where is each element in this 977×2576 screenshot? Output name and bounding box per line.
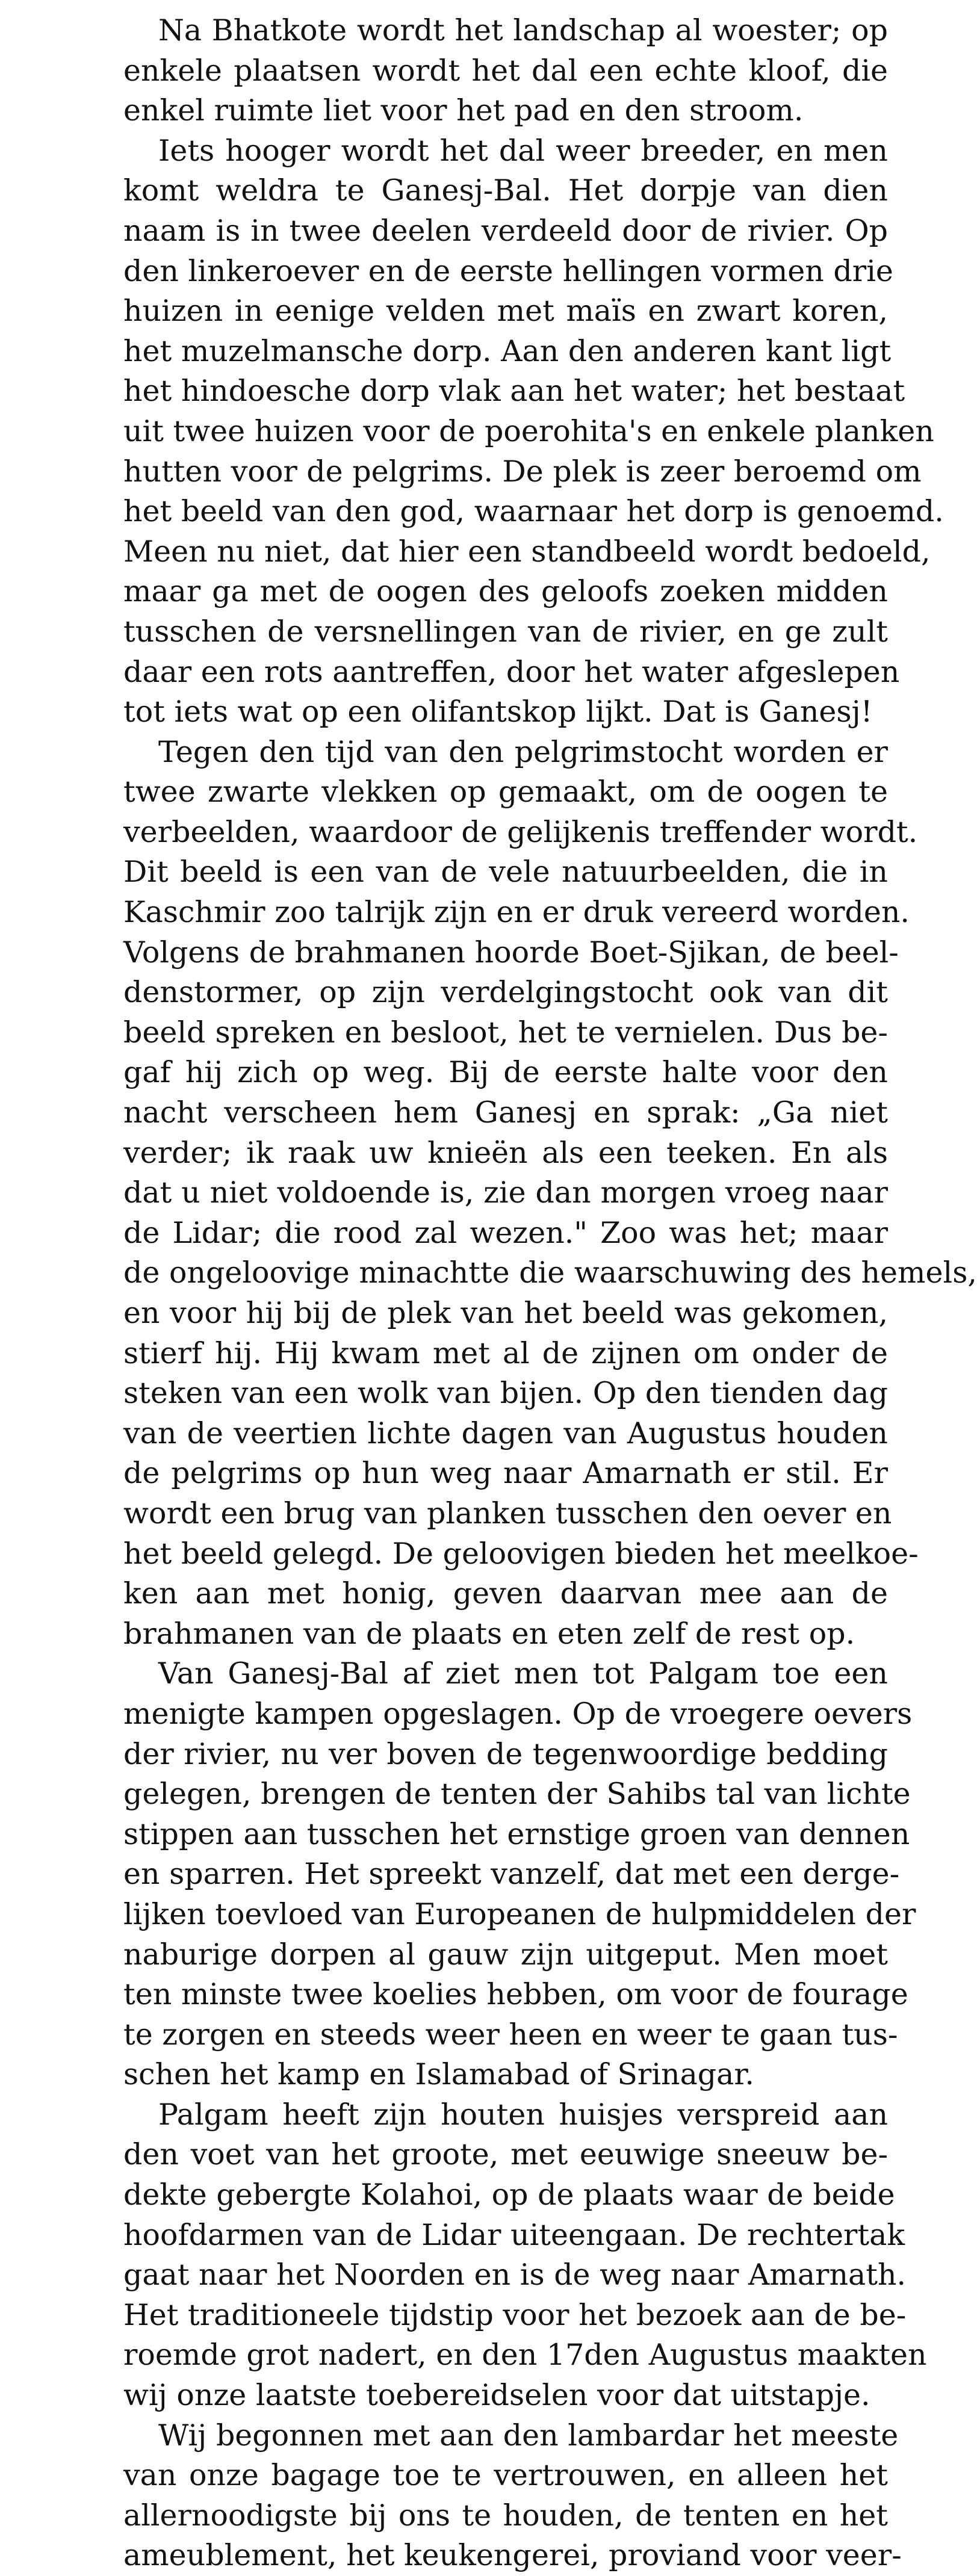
text-line: maar ga met de oogen des geloofs zoeken midden [123,574,888,609]
paragraph [123,732,977,1655]
text-line: stippen aan tusschen het ernstige groen van dennen [123,1816,910,1851]
text-line: Meen nu niet, dat hier een standbeeld wordt bedoeld, [123,534,931,569]
text-line: het muzelmansche dorp. Aan den anderen kant ligt [123,333,892,368]
text-line: en voor hij bij de plek van het beeld was gekomen, [123,1296,888,1330]
text-column [123,11,977,2576]
text-line: verbeelden, waardoor de gelijkenis treffender wordt. [123,814,918,849]
text-line: ameublement, het keukengerei, proviand voor veer- [123,2538,902,2573]
text-line: tusschen de versnellingen van de rivier, en ge zult [123,614,888,649]
text-line: den voet van het groote, met eeuwige sneeuw be- [123,2137,888,2172]
text-line: dat u niet voldoende is, zie dan morgen vroeg naar [123,1175,888,1210]
text-line: roemde grot nadert, en den 17den Augustus maakten [123,2338,927,2373]
text-line: hoofdarmen van de Lidar uiteengaan. De rechtertak [123,2217,905,2252]
text-line: allernoodigste bij ons te houden, de tenten en het [123,2498,888,2533]
text-line: Van Ganesj-Bal af ziet men tot Palgam toe een [158,1656,888,1691]
text-line: Tegen den tijd van den pelgrimstocht worden er [158,734,888,769]
text-line: wij onze laatste toebereidselen voor dat uitstapje. [123,2378,870,2413]
text-line: ten minste twee koelies hebben, om voor de fourage [123,1977,908,2012]
text-line: gaf hij zich op weg. Bij de eerste halte voor den [123,1055,888,1090]
text-line: Volgens de brahmanen hoorde Boet-Sjikan, de beel- [123,935,899,970]
text-line: enkel ruimte liet voor het pad en den stroom. [123,93,804,128]
text-line: der rivier, nu ver boven de tegenwoordige bedding [123,1736,888,1771]
text-line: en sparren. Het spreekt vanzelf, dat met een derge- [123,1857,900,1892]
text-line: het beeld gelegd. De geloovigen bieden het meelkoe- [123,1536,919,1571]
text-line: het hindoesche dorp vlak aan het water; het bestaat [123,374,905,409]
text-line: gelegen, brengen de tenten der Sahibs tal van lichte [123,1777,911,1812]
text-line: naam is in twee deelen verdeeld door de rivier. Op [123,213,888,248]
text-line: twee zwarte vlekken op gemaakt, om de oogen te [123,775,888,810]
text-line: Dit beeld is een van de vele natuurbeelden, die in [123,855,888,890]
paragraph [123,1654,916,2095]
text-line: Kaschmir zoo talrijk zijn en er druk vereerd worden. [123,895,910,930]
text-line: hutten voor de pelgrims. De plek is zeer beroemd om [123,454,922,489]
text-line: naburige dorpen al gauw zijn uitgeput. Men moet [123,1937,888,1972]
text-line: gaat naar het Noorden en is de weg naar Amarnath. [123,2258,907,2293]
text-line: de ongeloovige minachtte die waarschuwing des hemels, [123,1255,977,1290]
text-line: Na Bhatkote wordt het landschap al woester; op [158,13,888,48]
text-line: daar een rots aantreffen, door het water afgeslepen [123,654,900,689]
text-line: verder; ik raak uw knieën als een teeken. En als [123,1135,888,1170]
text-line: lijken toevloed van Europeanen de hulpmiddelen der [123,1896,916,1931]
text-line: Iets hooger wordt het dal weer breeder, en men [158,133,888,168]
text-line: schen het kamp en Islamabad of Srinagar. [123,2057,754,2092]
text-line: den linkeroever en de eerste hellingen vormen drie [123,253,893,288]
paragraph [123,11,888,131]
text-line: steken van een wolk van bijen. Op den tienden dag [123,1376,888,1411]
text-line: ken aan met honig, geven daarvan mee aan de [123,1576,888,1611]
paragraph [123,131,944,732]
text-line: de Lidar; die rood zal wezen." Zoo was het; maar [123,1215,888,1250]
text-line: van de veertien lichte dagen van Augustus houden [123,1416,888,1451]
text-line: menigte kampen opgeslagen. Op de vroegere oevers [123,1696,913,1731]
text-line: uit twee huizen voor de poerohita's en enkele planken [123,413,934,448]
text-line: het beeld van den god, waarnaar het dorp is genoemd. [123,494,944,529]
text-line: van onze bagage toe te vertrouwen, en alleen het [123,2458,888,2493]
text-line: te zorgen en steeds weer heen en weer te gaan tus- [123,2017,898,2052]
text-line: brahmanen van de plaats en eten zelf de rest op. [123,1616,855,1651]
text-line: komt weldra te Ganesj-Bal. Het dorpje van dien [123,173,888,208]
paragraph [123,2095,927,2416]
text-line: enkele plaatsen wordt het dal een echte kloof, die [123,53,888,88]
text-line: Het traditioneele tijdstip voor het bezoek aan de be- [123,2297,907,2332]
text-line: wordt een brug van planken tusschen den oever en [123,1496,892,1531]
paragraph [123,2416,902,2576]
text-line: Palgam heeft zijn houten huisjes verspreid aan [158,2097,888,2132]
text-line: de pelgrims op hun weg naar Amarnath er stil. Er [123,1456,888,1491]
text-line: denstormer, op zijn verdelgingstocht ook van dit [123,975,888,1010]
text-line: stierf hij. Hij kwam met al de zijnen om onder de [123,1336,888,1370]
text-line: tot iets wat op een olifantskop lijkt. Dat is Ganesj! [123,695,873,729]
text-line: huizen in eenige velden met maïs en zwart koren, [123,294,888,329]
text-line: dekte gebergte Kolahoi, op de plaats waar de beide [123,2178,895,2212]
text-line: beeld spreken en besloot, het te vernielen. Dus be- [123,1015,888,1050]
text-line: Wij begonnen met aan den lambardar het meeste [158,2418,899,2453]
text-line: nacht verscheen hem Ganesj en sprak: „Ga niet [123,1095,888,1130]
